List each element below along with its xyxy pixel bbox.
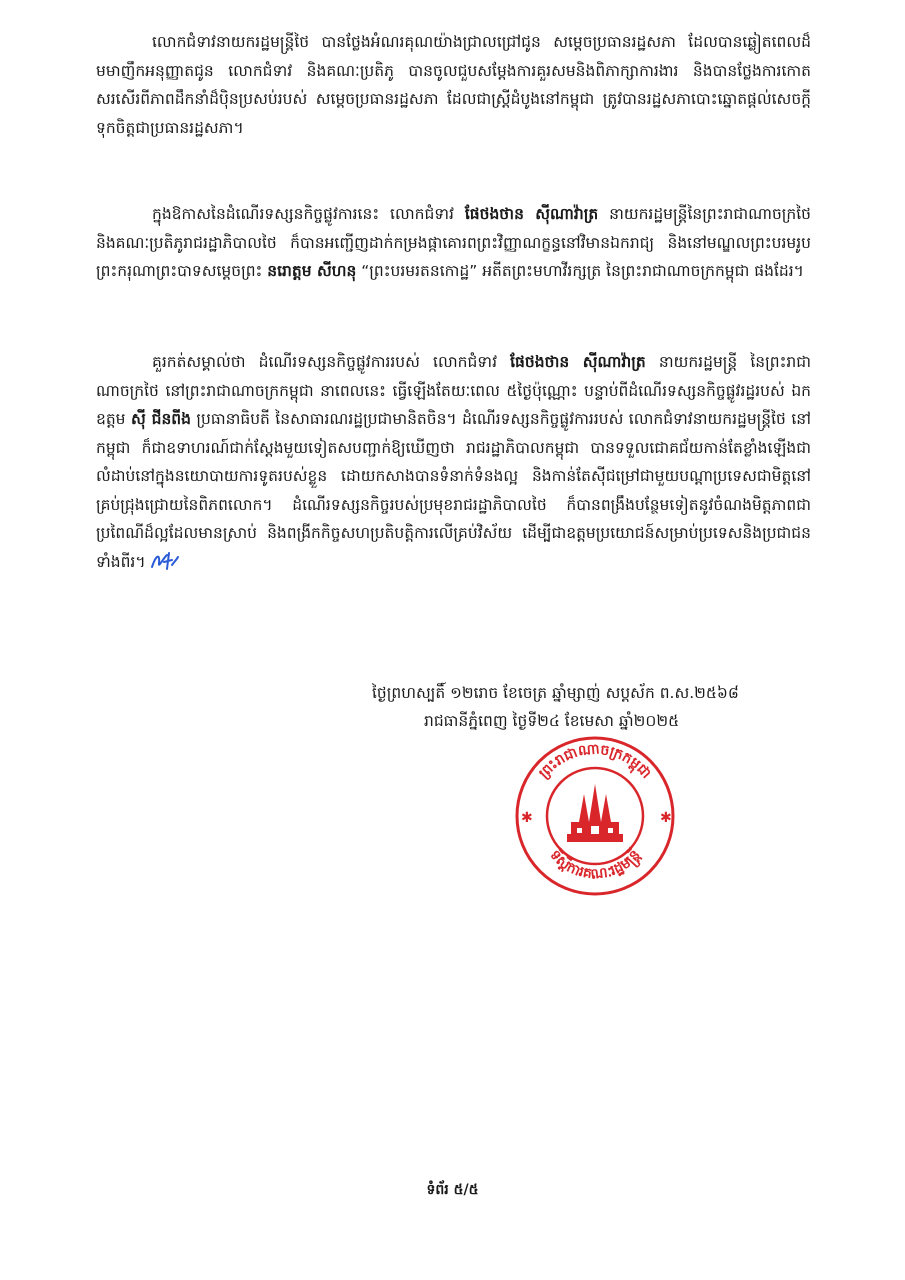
king-name: នរោត្តម សីហនុ [267, 262, 357, 280]
paragraph-3-text-c: ប្រធានាធិបតី នៃសាធារណរដ្ឋប្រជាមានិតចិន។ ដំណើរទស្សនកិច្ចផ្លូវការរបស់ លោកជំទាវនាយករដ្ឋមន្ត្រីថៃ នៅកម្ពុជា ក៏ជាឧទាហរណ៍ជាក់ស្តែងមួយទៀតសបញ្ជាក់ឱ្យឃើញថា រាជរដ្ឋាភិបាលកម្ពុជា បានទទួលជោគជ័យកាន់តែខ្លាំងឡើងជាលំដាប់នៅក្នុងនយោបាយការទូតរបស់ខ្លួន ដោយកសាងបានទំនាក់ទំនងល្អ និងកាន់តែស៊ីជម្រៅជាមួយបណ្តាប្រទេសជាមិត្តនៅគ្រប់ជ្រុងជ្រោយនៃពិភពលោក។ ដំណើរទស្សនកិច្ចរបស់ប្រមុខរាជរដ្ឋាភិបាលថៃ ក៏បានពង្រឹងបន្ថែមទៀតនូវចំណងមិត្តភាពជាប្រពៃណីដ៏ល្អដែលមានស្រាប់ និងពង្រីកកិច្ចសហប្រតិបត្តិការលើគ្រប់វិស័យ ដើម្បីជាឧត្តមប្រយោជន៍សម្រាប់ប្រទេសនិងប្រជាជនទាំងពីរ។ [96, 410, 811, 571]
pm-name: ផែថងថាន ស៊ីណាវ៉ាត្រ [464, 205, 599, 223]
date-block [372, 679, 812, 735]
svg-text:✱: ✱ [521, 810, 533, 826]
gregorian-date: រាជធានីភ្នំពេញ ថ្ងៃទី២៤ ខែមេសា ឆ្នាំ២០២៥ [424, 712, 680, 730]
seal-text-bottom: ទីស្តីការគណៈរដ្ឋមន្ត្រី [546, 846, 644, 883]
paragraph-1-text: លោកជំទាវនាយករដ្ឋមន្ត្រីថៃ បានថ្លែងអំណរគុណយ៉ាងជ្រាលជ្រៅជូន សម្តេចប្រធានរដ្ឋសភា ដែលបានឆ្លៀតពេលដ៏មមាញឹកអនុញ្ញាតជូន លោកជំទាវ និងគណៈប្រតិភូ បានចូលជួបសម្តែងការគួរសមនិងពិភាក្សាការងារ និងបានថ្លែងការកោតសរសើរពីភាពដឹកនាំដ៏ប៉ិនប្រសប់របស់ សម្តេចប្រធានរដ្ឋសភា ដែលជាស្ត្រីដំបូងនៅកម្ពុជា ត្រូវបានរដ្ឋសភាបោះឆ្នោតផ្តល់សេចក្តីទុកចិត្តជាប្រធានរដ្ឋសភា។ [96, 33, 811, 137]
page-number: ទំព័រ ៥/៥ [426, 1182, 479, 1198]
angkor-wat-icon [567, 784, 623, 842]
paragraph-3 [96, 348, 811, 580]
seal-text-top: ព្រះរាជាណាចក្រកម្ពុជា [536, 741, 655, 782]
pm-name: ផែថងថាន ស៊ីណាវ៉ាត្រ [510, 353, 646, 371]
president-name: ស៊ី ជីនពីង [130, 410, 191, 428]
official-seal [495, 736, 695, 896]
paragraph-2-text-a: ក្នុងឱកាសនៃដំណើរទស្សនកិច្ចផ្លូវការនេះ លោកជំទាវ [152, 205, 465, 223]
lunar-date: ថ្ងៃព្រហស្បតិ៍ ១២រោច ខែចេត្រ ឆ្នាំម្សាញ់ សប្តស័ក ព.ស.២៥៦៨ [372, 684, 739, 702]
paragraph-2-text-b: នាយករដ្ឋមន្ត្រីនៃព្រះរាជាណាចក្រថៃ និងគណៈប្រតិភូរាជរដ្ឋាភិបាលថៃ ក៏បានអញ្ជើញដាក់កម្រងផ្កាគោរពព្រះវិញ្ញាណក្ខន្ធនៅវិមានឯករាជ្យ និងនៅមណ្ឌលព្រះបរមរូប ព្រះករុណាព្រះបាទសម្តេចព្រះ [96, 205, 811, 280]
paragraph-2 [96, 200, 811, 286]
initial-signature-icon [150, 549, 180, 581]
svg-text:ព្រះរាជាណាចក្រកម្ពុជា [536, 741, 654, 781]
svg-text:✱: ✱ [660, 810, 672, 826]
paragraph-3-text-b: នាយករដ្ឋមន្ត្រី នៃព្រះរាជាណាចក្រថៃ នៅព្រះរាជាណាចក្រកម្ពុជា នាពេលនេះ ធ្វើឡើងតែយៈពេល ៥ថ្ងៃប៉ុណ្ណោះ បន្ទាប់ពីដំណើរទស្សនកិច្ចផ្លូវរដ្ឋរបស់ ឯកឧត្តម [96, 353, 811, 428]
paragraph-3-text-a: គួរកត់សម្គាល់ថា ដំណើរទស្សនកិច្ចផ្លូវការរបស់ លោកជំទាវ [152, 353, 511, 371]
paragraph-1 [96, 28, 811, 142]
paragraph-2-text-c: “ព្រះបរមរតនកោដ្ឋ” អតីតព្រះមហាវីរក្សត្រ នៃព្រះរាជាណាចក្រកម្ពុជា ផងដែរ។ [356, 262, 804, 280]
